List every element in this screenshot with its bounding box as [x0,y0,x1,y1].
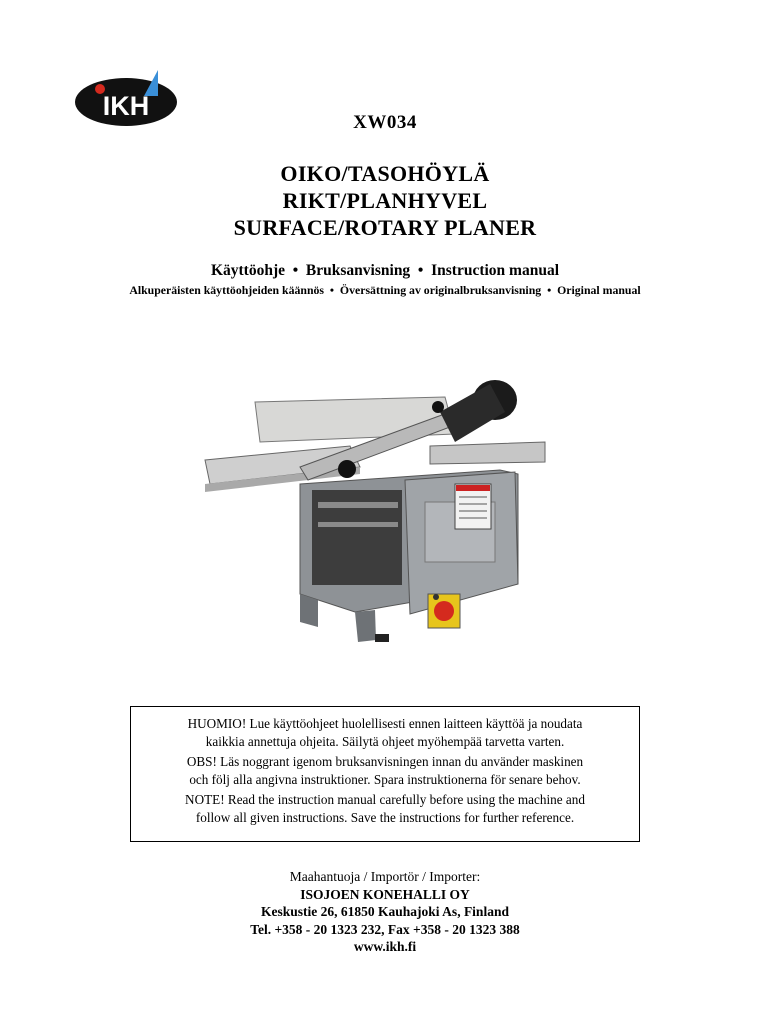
planer-machine-icon [200,372,550,652]
title-line-fi: OIKO/TASOHÖYLÄ [280,161,490,186]
logo-text: IKH [102,91,150,121]
model-number: XW034 [353,112,417,133]
title-line-en: SURFACE/ROTARY PLANER [233,215,537,240]
title-line-sv: RIKT/PLANHYVEL [282,188,488,213]
notice-sv-line-2: och följ alla angivna instruktioner. Spara instruktionerna för senare behov. [189,772,581,787]
notice-en [131,791,639,827]
importer-info [0,868,770,956]
notice-fi [131,715,639,751]
subtitle-original: Alkuperäisten käyttöohjeiden käännös • Översättning av originalbruksanvisning • Original manual [129,283,641,297]
importer-website: www.ikh.fi [353,939,417,954]
notice-sv-line-1: OBS! Läs noggrant igenom bruksanvisningen innan du använder maskinen [186,754,584,769]
notice-fi-line-2: kaikkia annettuja ohjeita. Säilytä ohjeet myöhempää tarvetta varten. [205,734,565,749]
importer-phone: Tel. +358 - 20 1323 232, Fax +358 - 20 1323 388 [250,921,520,937]
importer-company: ISOJOEN KONEHALLI OY [300,886,470,902]
notice-en-line-2: follow all given instructions. Save the instructions for further reference. [195,810,575,825]
warning-notice-box [130,706,640,842]
notice-en-line-1: NOTE! Read the instruction manual carefully before using the machine and [185,792,585,807]
notice-fi-line-1: HUOMIO! Lue käyttöohjeet huolellisesti ennen laitteen käyttöä ja noudata [187,716,583,731]
notice-sv [131,753,639,789]
importer-address: Keskustie 26, 61850 Kauhajoki As, Finland [261,904,509,919]
subtitle: Käyttöohje • Bruksanvisning • Instruction manual [210,262,560,279]
importer-label: Maahantuoja / Importör / Importer: [289,869,481,884]
